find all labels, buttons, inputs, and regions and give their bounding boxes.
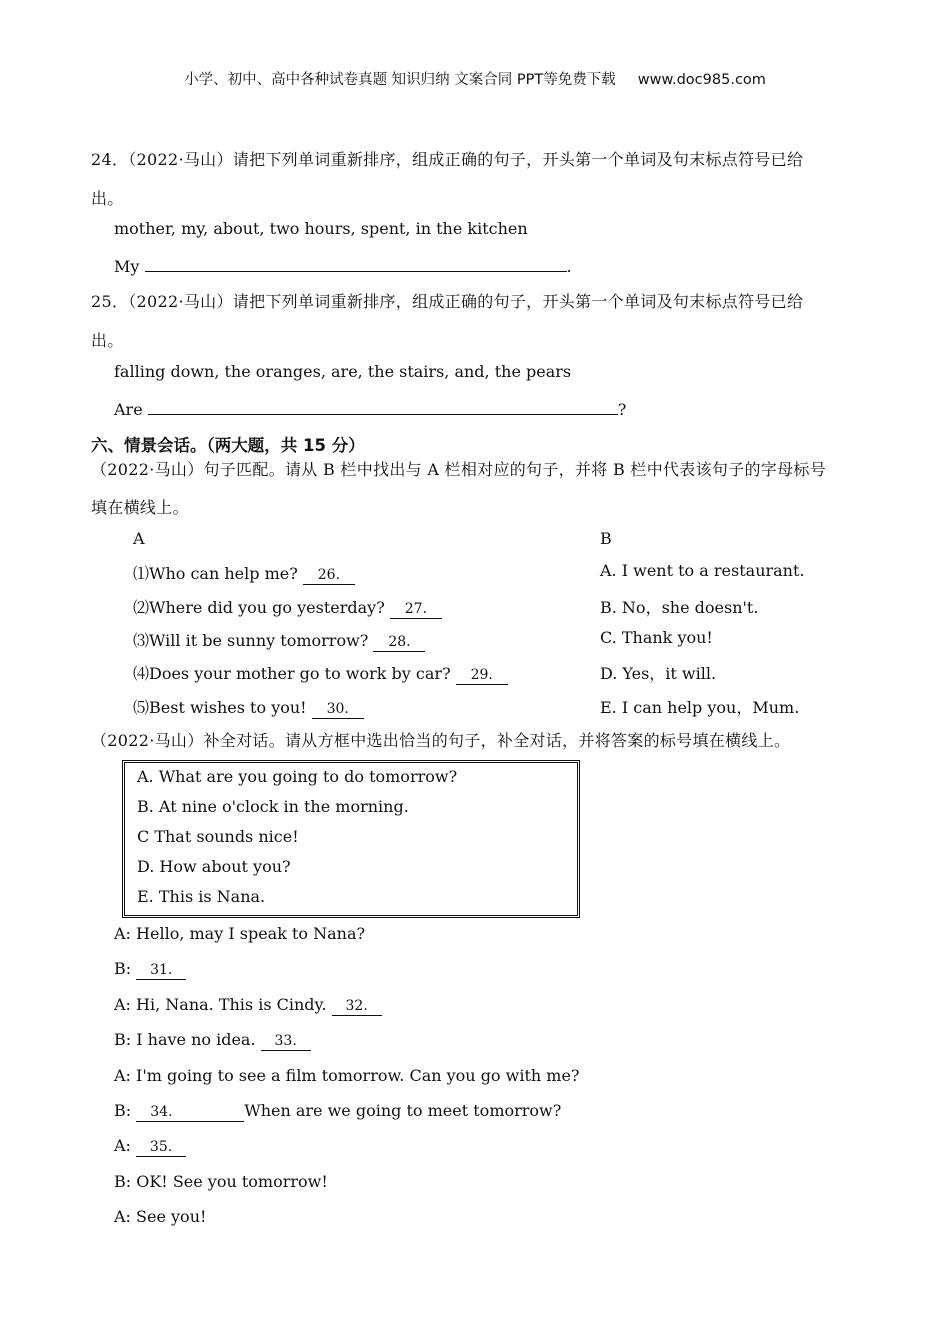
q25-words: falling down, the oranges, are, the stairs, and, the pears	[114, 362, 572, 381]
match-b-item: C. Thank you!	[600, 628, 713, 647]
dialogue-text: B: I have no idea.	[114, 1030, 256, 1049]
match-a-text: ⑵Where did you go yesterday?	[133, 598, 385, 617]
dialogue-line: A: See you!	[114, 1207, 207, 1226]
option-item: B. At nine o'clock in the morning.	[137, 797, 409, 816]
match-a-item	[133, 628, 425, 652]
dialogue-text: When are we going to meet tomorrow?	[244, 1101, 562, 1120]
match-a-blank-27[interactable]: 27.	[390, 601, 442, 619]
dialogue-blank-34[interactable]: 34.	[136, 1104, 244, 1122]
q24-line1: 24．（2022·马山）请把下列单词重新排序，组成正确的句子，开头第一个单词及句末标点符号已给	[91, 150, 804, 169]
dialogue-blank-32[interactable]: 32.	[332, 998, 382, 1016]
match-a-blank-30[interactable]: 30.	[312, 701, 364, 719]
q24-blank[interactable]	[145, 254, 567, 272]
dialogue-line	[114, 1136, 186, 1157]
dialogue-text: A: Hi, Nana. This is Cindy.	[114, 995, 327, 1014]
match-a-item	[133, 595, 442, 619]
match-a-text: ⑴Who can help me?	[133, 564, 298, 583]
match-a-text: ⑷Does your mother go to work by car?	[133, 664, 451, 683]
options-box	[122, 760, 580, 918]
dialogue-line: A: I'm going to see a film tomorrow. Can you go with me?	[114, 1066, 580, 1085]
q24-line2: 出。	[91, 189, 124, 208]
dialogue-line	[114, 1101, 561, 1122]
q24-start: My	[114, 257, 140, 276]
match-a-blank-28[interactable]: 28.	[373, 634, 425, 652]
match-b-item: E. I can help you，Mum.	[600, 698, 800, 717]
section-title: 六、情景会话。（两大题，共 15 分）	[91, 436, 365, 455]
match-a-item	[133, 695, 364, 719]
q25-blank[interactable]	[148, 397, 618, 415]
q24-answer-line	[114, 254, 572, 276]
match-a-item	[133, 661, 508, 685]
match-a-text: ⑶Will it be sunny tomorrow?	[133, 631, 369, 650]
q25-line1: 25．（2022·马山）请把下列单词重新排序，组成正确的句子，开头第一个单词及句末标点符号已给	[91, 292, 804, 311]
dialogue-line: B: OK! See you tomorrow!	[114, 1172, 328, 1191]
q25-answer-line	[114, 397, 626, 419]
dialogue-blank-31[interactable]: 31.	[136, 962, 186, 980]
dialogue-blank-35[interactable]: 35.	[136, 1139, 186, 1157]
dialogue-speaker: B:	[114, 959, 132, 978]
match-b-item: A. I went to a restaurant.	[600, 561, 805, 580]
match-a-text: ⑸Best wishes to you!	[133, 698, 307, 717]
dialogue-intro: （2022·马山）补全对话。请从方框中选出恰当的句子，补全对话，并将答案的标号填在横线上。	[91, 731, 791, 750]
dialogue-line	[114, 959, 186, 980]
match-col-b-header: B	[600, 529, 612, 548]
page-header	[0, 68, 950, 89]
option-item: E. This is Nana.	[137, 887, 266, 906]
match-a-blank-29[interactable]: 29.	[456, 667, 508, 685]
option-item: C That sounds nice!	[137, 827, 299, 846]
dialogue-blank-33[interactable]: 33.	[261, 1033, 311, 1051]
match-b-item: D. Yes，it will.	[600, 664, 717, 683]
match-col-a-header: A	[133, 529, 145, 548]
match-intro-line1: （2022·马山）句子匹配。请从 B 栏中找出与 A 栏相对应的句子，并将 B 栏中代表该句子的字母标号	[91, 460, 826, 479]
option-item: D. How about you?	[137, 857, 291, 876]
dialogue-speaker: A:	[114, 1136, 131, 1155]
q25-start: Are	[114, 400, 143, 419]
dialogue-line	[114, 1030, 311, 1051]
match-intro-line2: 填在横线上。	[91, 498, 189, 517]
dialogue-line: A: Hello, may I speak to Nana?	[114, 924, 366, 943]
match-a-item	[133, 561, 355, 585]
dialogue-speaker: B:	[114, 1101, 132, 1120]
match-a-blank-26[interactable]: 26.	[303, 567, 355, 585]
q25-line2: 出。	[91, 331, 124, 350]
header-text: 小学、初中、高中各种试卷真题 知识归纳 文案合同 PPT等免费下载	[184, 72, 616, 88]
q24-end: .	[566, 257, 572, 276]
q25-end: ?	[617, 400, 627, 419]
q24-words: mother, my, about, two hours, spent, in the kitchen	[114, 219, 528, 238]
dialogue-line	[114, 995, 382, 1016]
header-site: www.doc985.com	[637, 72, 766, 88]
option-item: A. What are you going to do tomorrow?	[137, 767, 458, 786]
match-b-item: B. No，she doesn't.	[600, 598, 759, 617]
